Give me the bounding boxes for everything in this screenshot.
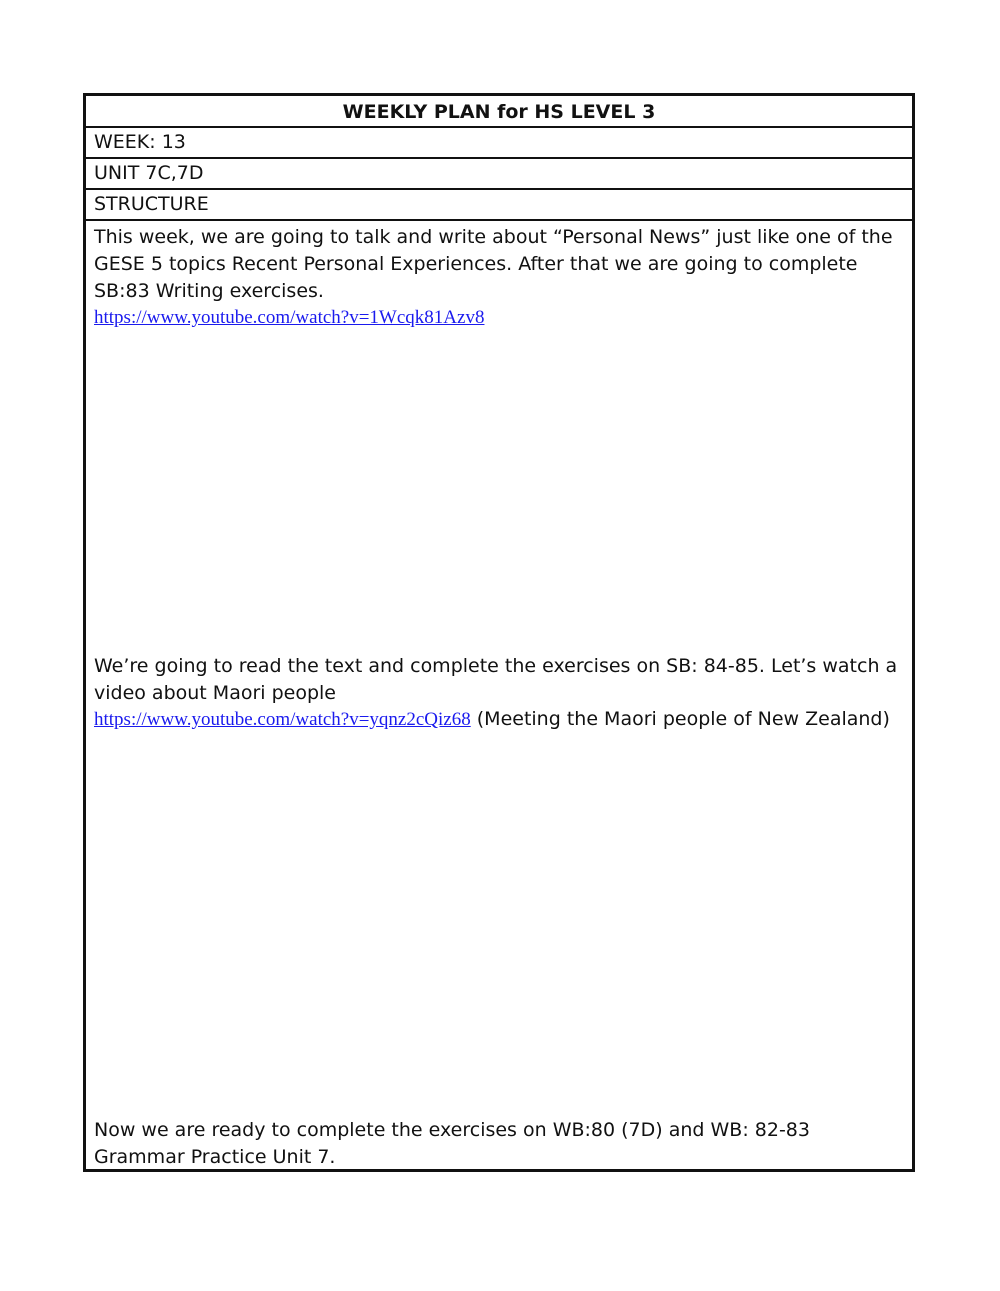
unit-row: UNIT 7C,7D — [86, 159, 912, 190]
youtube-link[interactable]: https://www.youtube.com/watch?v=yqnz2cQiz68 — [94, 709, 471, 730]
plan-title: WEEKLY PLAN for HS LEVEL 3 — [86, 96, 912, 128]
plan-content — [86, 221, 912, 1169]
youtube-link[interactable]: https://www.youtube.com/watch?v=1Wcqk81Azv8 — [94, 307, 485, 328]
structure-row: STRUCTURE — [86, 190, 912, 221]
section-text: This week, we are going to talk and write about “Personal News” just like one of the GESE 5 topics Recent Personal Experiences. After that we are going to complete SB:83 Writing exercises. — [94, 226, 893, 302]
weekly-plan-table — [83, 93, 915, 1172]
section-text: We’re going to read the text and complete the exercises on SB: 84-85. Let’s watch a video about Maori people — [94, 655, 898, 704]
section-workbook — [94, 1117, 898, 1171]
section-text: Now we are ready to complete the exercises on WB:80 (7D) and WB: 82-83 Grammar Practice Unit 7. — [94, 1119, 810, 1168]
section-maori — [94, 653, 898, 732]
section-personal-news — [94, 224, 898, 330]
week-row: WEEK: 13 — [86, 128, 912, 159]
link-note: (Meeting the Maori people of New Zealand) — [470, 708, 890, 730]
